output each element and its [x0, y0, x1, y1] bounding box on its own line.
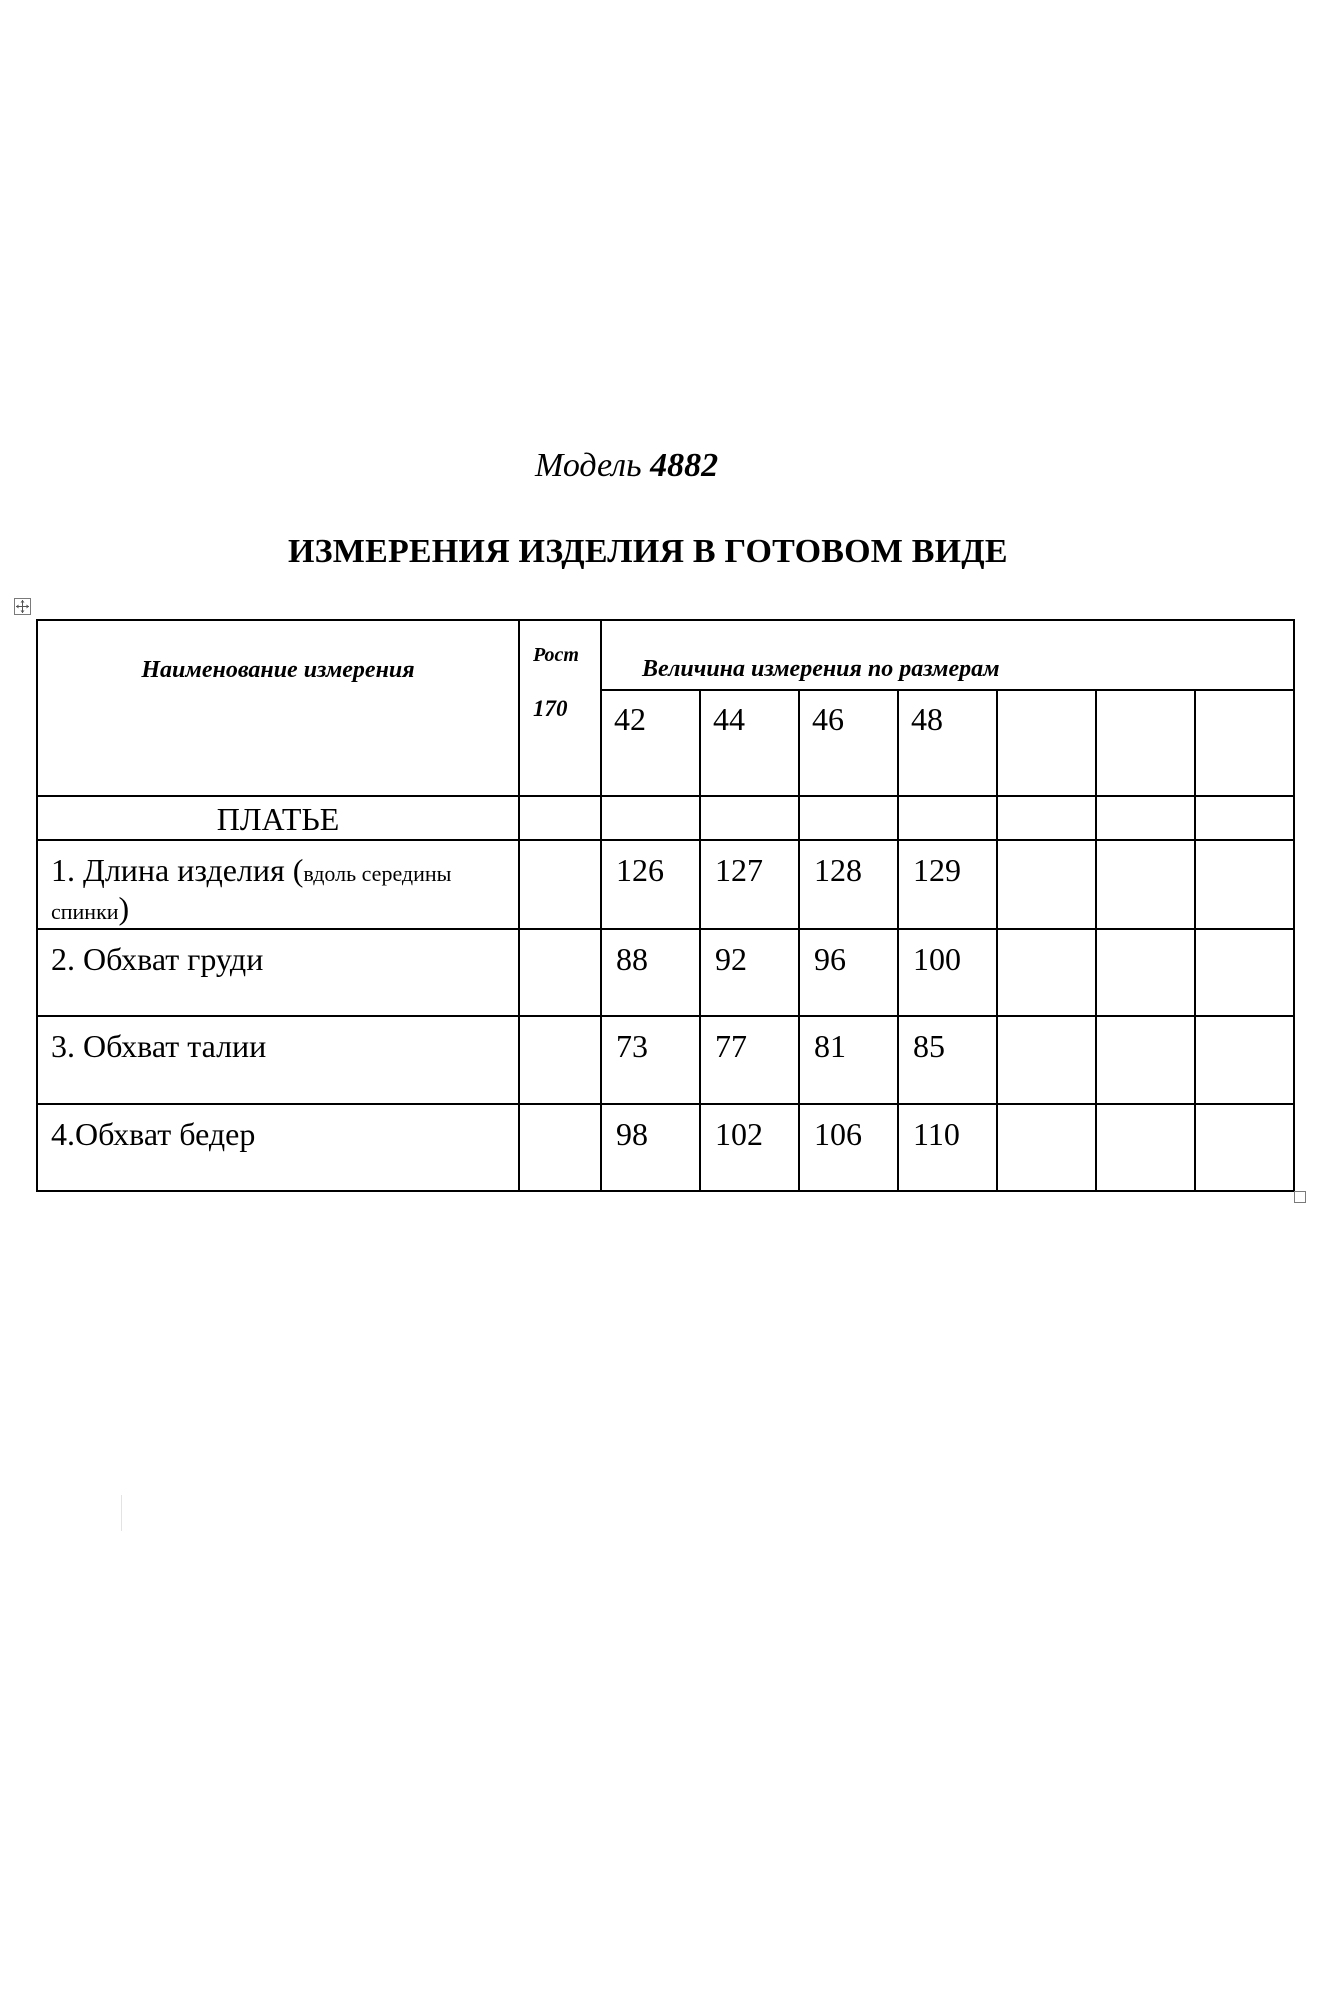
row-label: 4.Обхват бедер	[37, 1104, 519, 1191]
row-label: 1. Длина изделия	[51, 852, 285, 888]
value-cell: 110	[898, 1104, 997, 1191]
table-move-handle-icon[interactable]	[14, 598, 31, 615]
empty-cell	[997, 796, 1096, 840]
empty-cell	[799, 796, 898, 840]
measurements-table	[36, 619, 1295, 1192]
empty-cell	[601, 796, 700, 840]
height-cell	[519, 840, 601, 929]
height-label: Рост	[533, 644, 579, 666]
table-row	[37, 1016, 1294, 1104]
model-line	[535, 449, 718, 483]
table-resize-handle[interactable]	[1294, 1191, 1306, 1203]
size-cell	[1096, 690, 1195, 796]
empty-cell	[700, 796, 799, 840]
value-cell	[1195, 840, 1294, 929]
section-row	[37, 796, 1294, 840]
table-row	[37, 840, 1294, 929]
height-value: 170	[533, 696, 568, 721]
value-cell	[997, 929, 1096, 1016]
value-cell: 128	[799, 840, 898, 929]
row-note: вдоль середины спинки	[51, 861, 452, 925]
value-cell	[997, 1016, 1096, 1104]
value-cell: 100	[898, 929, 997, 1016]
model-number: 4882	[650, 447, 719, 484]
value-cell: 106	[799, 1104, 898, 1191]
size-cell: 42	[601, 690, 700, 796]
empty-cell	[519, 796, 601, 840]
value-cell	[1195, 929, 1294, 1016]
empty-cell	[1195, 796, 1294, 840]
height-cell	[519, 929, 601, 1016]
row-note-open: (	[292, 852, 304, 888]
header-row-top	[37, 620, 1294, 690]
size-cell: 46	[799, 690, 898, 796]
value-cell	[1096, 1104, 1195, 1191]
header-height-cell	[519, 620, 601, 796]
value-cell: 92	[700, 929, 799, 1016]
empty-cell	[898, 796, 997, 840]
divider	[121, 1495, 122, 1531]
value-cell	[1096, 840, 1195, 929]
value-cell: 129	[898, 840, 997, 929]
value-cell	[997, 1104, 1096, 1191]
empty-cell	[1096, 796, 1195, 840]
size-cell	[1195, 690, 1294, 796]
row-label: 3. Обхват талии	[37, 1016, 519, 1104]
size-cell: 44	[700, 690, 799, 796]
value-cell	[1195, 1016, 1294, 1104]
value-cell: 77	[700, 1016, 799, 1104]
value-cell: 102	[700, 1104, 799, 1191]
row-label: 2. Обхват груди	[37, 929, 519, 1016]
document-title: ИЗМЕРЕНИЯ ИЗДЕЛИЯ В ГОТОВОМ ВИДЕ	[288, 533, 1008, 570]
table-row	[37, 1104, 1294, 1191]
value-cell	[1096, 1016, 1195, 1104]
value-cell	[1195, 1104, 1294, 1191]
model-label: Модель	[535, 447, 642, 484]
value-cell: 96	[799, 929, 898, 1016]
section-title: ПЛАТЬЕ	[37, 796, 519, 840]
value-cell	[1096, 929, 1195, 1016]
value-cell: 81	[799, 1016, 898, 1104]
row-note-close: )	[118, 890, 130, 927]
row-label-cell	[37, 840, 519, 929]
table-row	[37, 929, 1294, 1016]
size-cell	[997, 690, 1096, 796]
height-cell	[519, 1104, 601, 1191]
value-cell	[997, 840, 1096, 929]
value-cell: 85	[898, 1016, 997, 1104]
value-cell: 98	[601, 1104, 700, 1191]
header-values-cell: Величина измерения по размерам	[601, 620, 1294, 690]
value-cell: 73	[601, 1016, 700, 1104]
value-cell: 127	[700, 840, 799, 929]
header-name-cell: Наименование измерения	[37, 620, 519, 796]
value-cell: 88	[601, 929, 700, 1016]
height-cell	[519, 1016, 601, 1104]
size-cell: 48	[898, 690, 997, 796]
value-cell: 126	[601, 840, 700, 929]
